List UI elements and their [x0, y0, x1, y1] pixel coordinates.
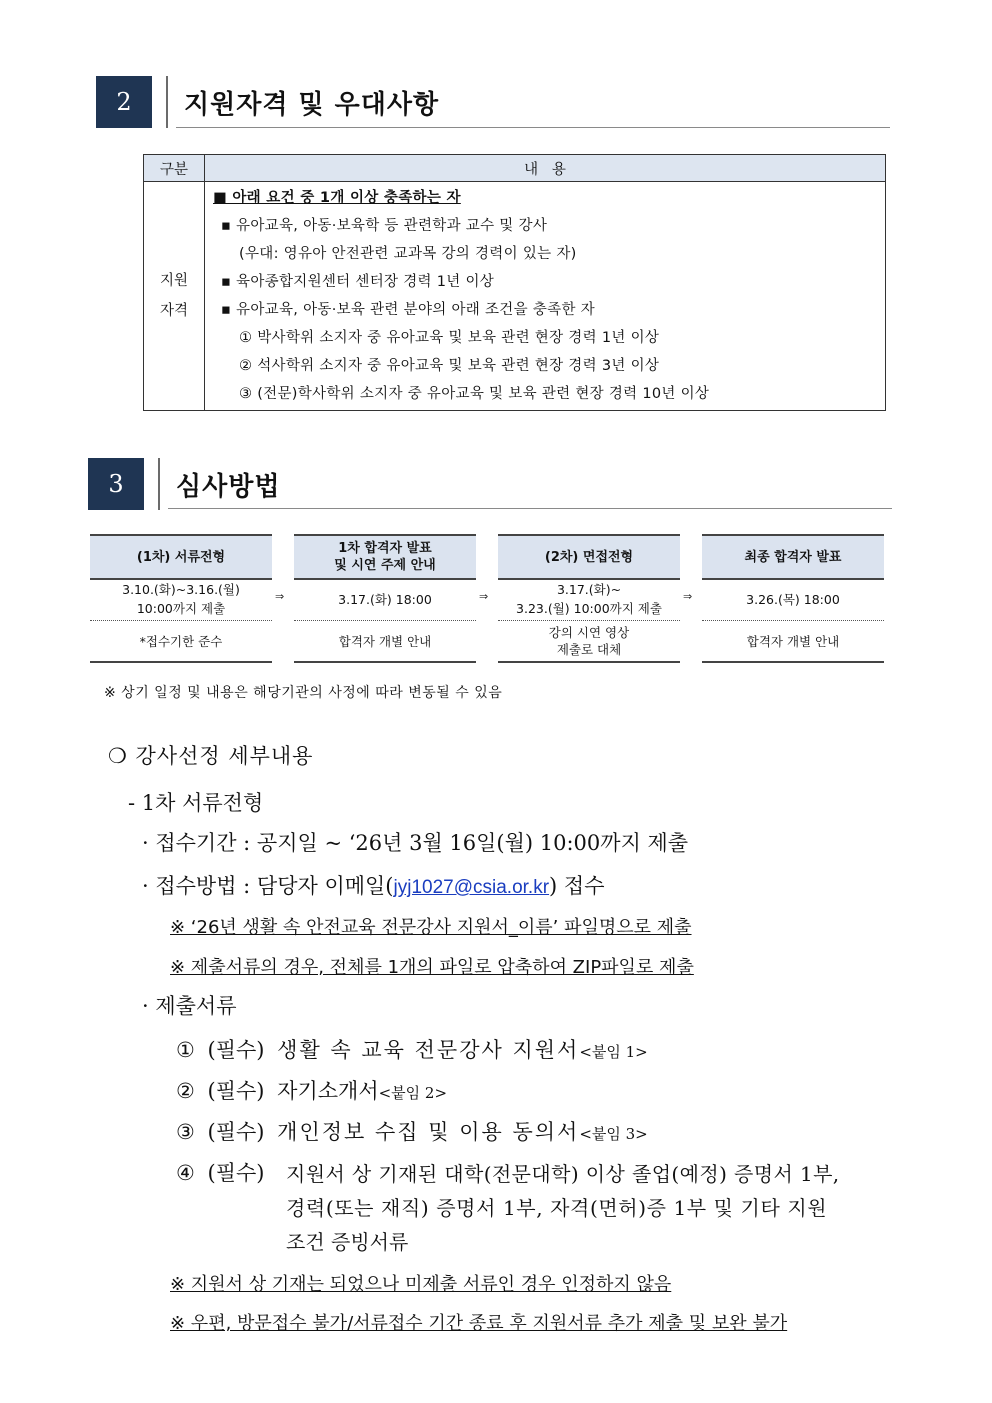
step-interview-date [498, 578, 680, 621]
section-divider [166, 76, 168, 128]
step-first-result-note [294, 621, 476, 663]
step-note-text: *접수기한 준수 [139, 633, 223, 649]
doc-required-tag: (필수) [207, 1038, 265, 1062]
doc-text: 생활 속 교육 전문강사 지원서 [277, 1038, 580, 1062]
section-number-3: 3 [88, 458, 144, 510]
step-interview-note [498, 621, 680, 663]
step-note-text: 강의 시연 영상 [548, 625, 630, 640]
qualification-content [205, 182, 886, 411]
doc-number: ① [176, 1038, 195, 1062]
doc-required-tag: (필수) [207, 1161, 265, 1185]
requirement-item: ▪ 유아교육, 아동·보육 관련 분야의 아래 조건을 충족한 자 [221, 302, 595, 318]
doc-text-line: 조건 증빙서류 [286, 1230, 409, 1254]
section-title-review-method: 심사방법 [176, 472, 281, 502]
doc-number: ④ [176, 1161, 195, 1185]
submission-restriction-notice: ※ 우편, 방문접수 불가/서류접수 기간 종료 후 지원서류 추가 제출 및 보완 불가 [170, 1313, 788, 1334]
application-method-suffix: ) 접수 [549, 874, 605, 898]
step-final-result-note [702, 621, 884, 663]
section-number-2: 2 [96, 76, 152, 128]
row-label-line: 지원 [159, 273, 188, 289]
section-title-qualifications: 지원자격 및 우대사항 [184, 90, 440, 120]
requirement-preference: (우대: 영유아 안전관련 교과목 강의 경력이 있는 자) [239, 246, 577, 262]
step-final-result-header [702, 534, 884, 580]
requirement-subitem: ② 석사학위 소지자 중 유아교육 및 보육 관련 현장 경력 3년 이상 [239, 358, 660, 374]
requirement-subitem: ① 박사학위 소지자 중 유아교육 및 보육 관련 현장 경력 1년 이상 [239, 330, 660, 346]
unsubmitted-notice: ※ 지원서 상 기재는 되었으나 미제출 서류인 경우 인정하지 않음 [170, 1274, 672, 1295]
doc-text-line: 지원서 상 기재된 대학(전문대학) 이상 졸업(예정) 증명서 1부, [286, 1162, 840, 1186]
step-date-text: 3.23.(월) 10:00까지 제출 [516, 601, 662, 616]
doc-text-line: 경력(또는 재직) 증명서 1부, 자격(면허)증 1부 및 기타 지원 [286, 1196, 828, 1220]
step-first-result-date [294, 578, 476, 621]
section-underline [176, 127, 890, 128]
step-header-text: (2차) 면접전형 [544, 549, 634, 565]
arrow-icon: ⇒ [683, 590, 693, 603]
step-note-text: 제출로 대체 [556, 642, 622, 657]
section-divider [158, 458, 160, 510]
qualification-table [143, 154, 886, 411]
application-period: · 접수기간 : 공지일 ~ ‘26년 3월 16일(월) 10:00까지 제출 [142, 831, 689, 855]
doc-attachment: <붙임 3> [579, 1125, 648, 1143]
doc-required-tag: (필수) [207, 1120, 265, 1144]
step-interview-header [498, 534, 680, 580]
doc-required-tag: (필수) [207, 1079, 265, 1103]
step-header-text: 및 시연 주제 안내 [334, 558, 436, 573]
table-header-content: 내 용 [205, 155, 886, 182]
submission-docs-label: · 제출서류 [142, 994, 237, 1018]
step-date-text: 10:00까지 제출 [136, 601, 226, 616]
requirement-subitem: ③ (전문)학사학위 소지자 중 유아교육 및 보육 관련 현장 경력 10년 이상 [239, 386, 710, 402]
doc-text: 자기소개서 [277, 1079, 379, 1103]
step-date-text: 3.17.(화) 18:00 [338, 591, 432, 607]
requirement-heading: ■ 아래 요건 중 1개 이상 충족하는 자 [213, 190, 461, 206]
zip-notice: ※ 제출서류의 경우, 전체를 1개의 파일로 압축하여 ZIP파일로 제출 [170, 957, 694, 978]
doc-text: 개인정보 수집 및 이용 동의서 [277, 1120, 580, 1144]
contact-email-link[interactable]: jyj1027@csia.or.kr [393, 877, 550, 898]
row-label-line: 자격 [159, 303, 188, 319]
arrow-icon: ⇒ [275, 590, 285, 603]
doc-number: ③ [176, 1120, 195, 1144]
doc-item [176, 1157, 264, 1187]
details-heading: ❍ 강사선정 세부내용 [108, 744, 314, 768]
row-label [144, 182, 205, 411]
doc-item [176, 1034, 648, 1064]
step-header-text: 최종 합격자 발표 [744, 549, 842, 565]
doc-item [176, 1116, 648, 1146]
application-method [142, 870, 605, 900]
doc-attachment: <붙임 2> [378, 1084, 448, 1102]
step-header-text: 1차 합격자 발표 [338, 541, 432, 556]
details-subheading: - 1차 서류전형 [128, 791, 264, 815]
doc-item [176, 1075, 447, 1105]
section-underline [168, 508, 892, 509]
filename-notice: ※ ‘26년 생활 속 안전교육 전문강사 지원서_이름’ 파일명으로 제출 [170, 917, 692, 938]
step-note-text: 합격자 개별 안내 [338, 633, 432, 649]
requirement-item: ▪ 육아종합지원센터 센터장 경력 1년 이상 [221, 274, 495, 290]
schedule-notice: ※ 상기 일정 및 내용은 해당기관의 사정에 따라 변동될 수 있음 [104, 685, 503, 701]
step-final-result-date [702, 578, 884, 621]
table-header-category: 구분 [144, 155, 205, 182]
step-document-review-date [90, 578, 272, 621]
arrow-icon: ⇒ [479, 590, 489, 603]
doc-attachment: <붙임 1> [579, 1043, 648, 1061]
requirement-item: ▪ 유아교육, 아동·보육학 등 관련학과 교수 및 강사 [221, 218, 548, 234]
step-date-text: 3.10.(화)~3.16.(월) [122, 582, 240, 597]
step-document-review-note [90, 621, 272, 663]
step-date-text: 3.17.(화)~ [556, 582, 622, 597]
step-document-review-header [90, 534, 272, 580]
step-date-text: 3.26.(목) 18:00 [746, 591, 840, 607]
step-note-text: 합격자 개별 안내 [746, 633, 840, 649]
step-first-result-header [294, 534, 476, 580]
step-header-text: (1차) 서류전형 [136, 549, 226, 565]
application-method-label: · 접수방법 : 담당자 이메일( [142, 874, 394, 898]
doc-number: ② [176, 1079, 195, 1103]
